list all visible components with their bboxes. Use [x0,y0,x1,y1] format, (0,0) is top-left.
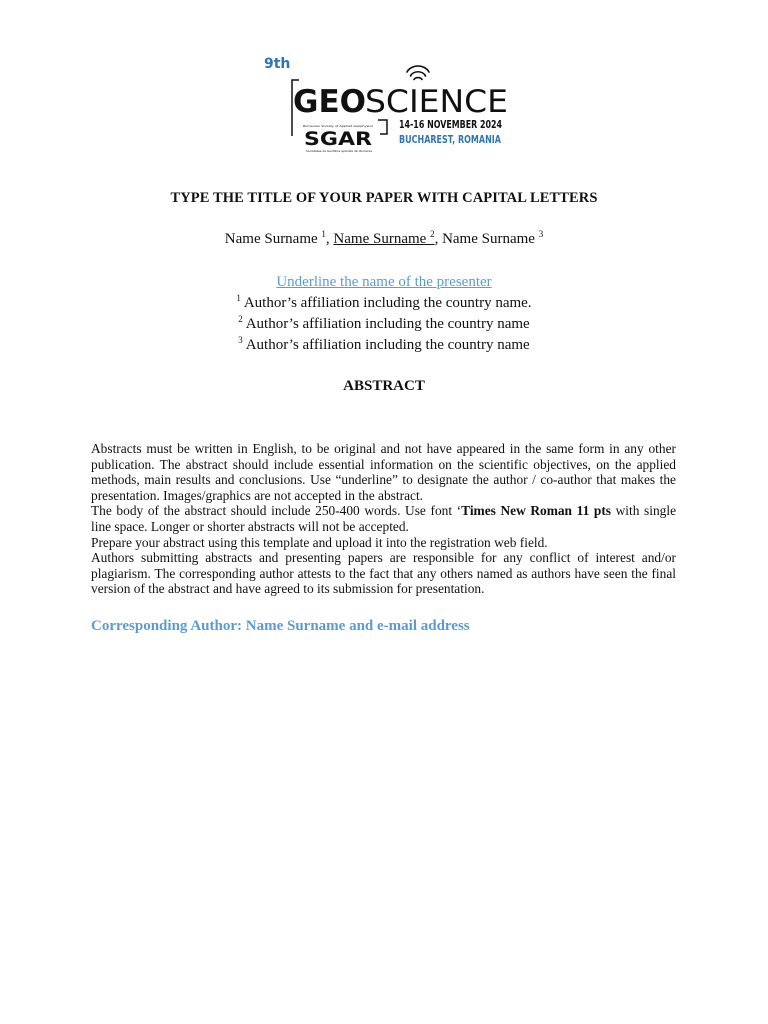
logo-science: SCIENCE [365,84,508,120]
author-name-1: Name Surname [224,231,322,247]
affiliation-text: Author’s affiliation including the country name [242,316,530,332]
abstract-paragraph: Authors submitting abstracts and presenting papers are responsible for any conflict of interest and/or plagiarism. The corresponding author attests to the fact that any others named as authors have seen the final version of the abstract and have agreed to its submission for presentation. [91,550,676,597]
logo-org-line2: Societatea de Geofizica Aplicata din Romania [306,149,373,153]
affiliation-text: Author’s affiliation including the country name [242,337,530,353]
affiliation-sup: 3 [238,335,243,345]
affiliation-1 [0,295,768,312]
logo-geo: GEO [293,84,366,120]
logo-frame-right [378,120,387,134]
author-sup-3: 3 [538,229,544,239]
corresponding-author: Corresponding Author: Name Surname and e-mail address [91,618,470,634]
affiliation-sup: 1 [236,293,241,303]
author-name-3: Name Surname [442,231,539,247]
affiliation-3 [0,337,768,354]
logo-location: BUCHAREST, ROMANIA [399,133,502,146]
affiliation-text: Author’s affiliation including the country name. [240,295,532,311]
author-separator: , [325,231,334,247]
abstract-paragraph [91,503,676,534]
logo-org-line1: Romanian Society of Applied Geophysics [303,124,374,128]
abstract-heading: ABSTRACT [343,378,425,394]
logo-edition: 9th [264,56,291,72]
abstract-text: The body of the abstract should include 250-400 words. Use font ‘ [91,503,462,519]
affiliation-2 [0,316,768,333]
abstract-paragraph: Prepare your abstract using this template and upload it into the registration web field. [91,534,548,550]
abstract-paragraph: Abstracts must be written in English, to be original and not have appeared in the same form in any other publication. The abstract should include essential information on the scientific objectives, on the applied methods, main results and conclusions. Use “underline” to designate the author / co-author that makes the presentation. Images/graphics are not accepted in the abstract. [91,441,676,503]
author-list [0,231,768,248]
wifi-icon [407,66,429,80]
paper-title: TYPE THE TITLE OF YOUR PAPER WITH CAPITAL LETTERS [170,190,598,206]
font-requirement: Times New Roman 11 pts [461,503,611,519]
author-sup-1: 1 [321,229,326,239]
affiliation-sup: 2 [238,314,243,324]
author-name-presenter: Name Surname [333,231,431,247]
abstract-body [91,441,676,597]
author-sup-2: 2 [430,229,435,239]
logo-sgar: SGAR [304,128,373,150]
logo-dates: 14-16 NOVEMBER 2024 [399,118,503,131]
presenter-note[interactable]: Underline the name of the presenter [276,274,492,290]
geoscience-logo [262,48,512,158]
author-separator: , [434,231,443,247]
abstract-text: with single line space. Longer or shorter abstracts will not be accepted. [91,503,677,534]
